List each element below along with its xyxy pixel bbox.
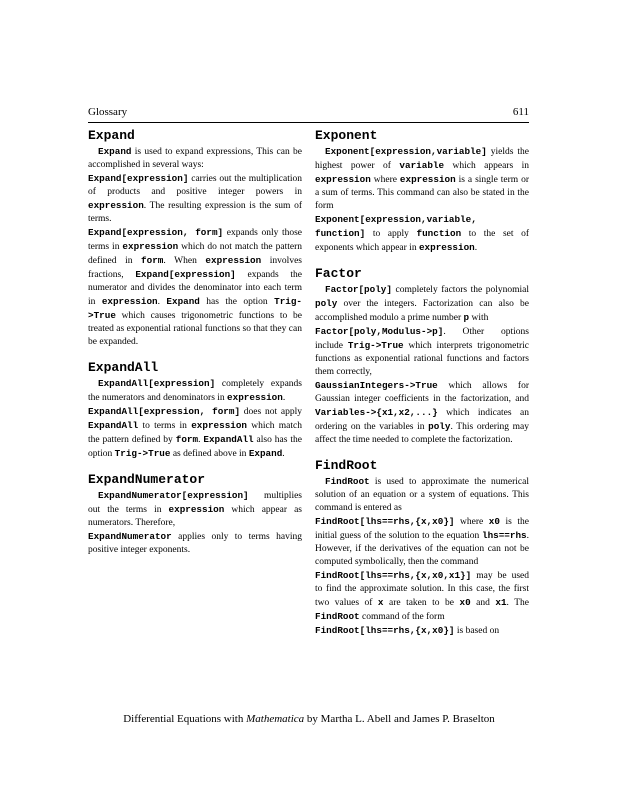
body-text: . bbox=[157, 297, 167, 307]
code-term: Expand[expression, form] bbox=[88, 227, 224, 238]
body-text: carries out the multiplication of products and positive integer powers in bbox=[88, 174, 302, 197]
glossary-entry-expand bbox=[88, 128, 302, 349]
body-text: which interprets trigonometric functions as exponential rational functions and factors them correctly, bbox=[315, 341, 529, 377]
body-text: command of the form bbox=[359, 612, 445, 622]
code-term: expression bbox=[315, 174, 371, 185]
code-term: FindRoot[lhs==rhs,{x,x0}] bbox=[315, 625, 455, 636]
code-term: x0 bbox=[459, 597, 471, 608]
code-term: ExpandAll bbox=[88, 420, 139, 431]
body-text: as defined above in bbox=[170, 449, 249, 459]
entry-title: ExpandNumerator bbox=[88, 472, 206, 487]
body-text: . Other options include bbox=[315, 327, 529, 351]
entry-paragraph bbox=[88, 226, 302, 349]
entry-paragraph bbox=[315, 283, 529, 325]
code-term: Expand[expression] bbox=[135, 269, 236, 280]
body-text: involves fractions, bbox=[88, 256, 302, 280]
entry-title: Factor bbox=[315, 266, 362, 281]
code-term: Exponent[expression,variable] bbox=[325, 146, 487, 157]
glossary-entry-findroot bbox=[315, 458, 529, 638]
page-number: 611 bbox=[512, 106, 529, 118]
body-text: . The bbox=[506, 598, 529, 608]
body-text: expands the numerator and divides the denominator into each term in bbox=[88, 270, 302, 307]
code-term: expression bbox=[191, 420, 248, 431]
code-term: poly bbox=[428, 421, 451, 432]
code-term: p bbox=[463, 312, 470, 323]
glossary-entry-expandnumerator bbox=[88, 472, 302, 557]
body-text: with bbox=[469, 313, 489, 323]
footer-italic: Mathematica bbox=[246, 713, 305, 725]
code-term: x1 bbox=[495, 597, 507, 608]
running-header bbox=[88, 106, 529, 118]
code-term: expression bbox=[399, 174, 456, 185]
entry-paragraph bbox=[88, 405, 302, 461]
body-text: completely factors the polynomial bbox=[391, 285, 529, 295]
body-text: has the option bbox=[199, 297, 275, 307]
body-text: may be used to find the approximate solution. In this case, the first two values of bbox=[315, 571, 529, 608]
entry-paragraph bbox=[315, 624, 529, 638]
code-term: FindRoot bbox=[315, 611, 360, 622]
body-text: is the initial guess of the solution to the equation bbox=[315, 517, 529, 541]
glossary-entry-exponent bbox=[315, 128, 529, 255]
code-term: variable bbox=[399, 160, 445, 171]
body-text: over the integers. Factorization can also be accomplished modulo a prime number bbox=[315, 299, 529, 323]
body-text: does not apply bbox=[240, 407, 302, 417]
body-text: and bbox=[470, 598, 496, 608]
running-footer bbox=[0, 713, 618, 725]
code-term: Trig->True bbox=[114, 448, 171, 459]
code-term: Variables->{x1,x2,...} bbox=[315, 407, 438, 418]
code-term: ExpandNumerator bbox=[88, 531, 172, 542]
code-term: Expand[expression] bbox=[88, 173, 189, 184]
code-term: form bbox=[175, 434, 199, 445]
code-term: FindRoot bbox=[325, 476, 370, 487]
code-term: ExpandAll bbox=[203, 434, 254, 445]
body-text: expands only those terms in bbox=[88, 228, 302, 252]
body-text: is used to expand expressions, This can be accomplished in several ways: bbox=[88, 147, 302, 170]
code-term: Trig->True bbox=[347, 340, 404, 351]
code-term: x0 bbox=[488, 516, 500, 527]
entry-title: Exponent bbox=[315, 128, 378, 143]
body-text: also has the option bbox=[88, 435, 303, 459]
body-text: where bbox=[454, 517, 489, 527]
entry-paragraph bbox=[315, 475, 529, 515]
body-text: completely expands the numerators and denominators in bbox=[88, 379, 302, 403]
code-term: function bbox=[416, 228, 462, 239]
code-term: expression bbox=[122, 241, 179, 252]
body-text: which do not match the pattern defined in bbox=[88, 242, 302, 266]
glossary-entry-factor bbox=[315, 266, 529, 447]
entry-paragraph bbox=[315, 325, 529, 379]
code-term: FindRoot[lhs==rhs,{x,x0,x1}] bbox=[315, 570, 472, 581]
body-text: which match the pattern defined by bbox=[88, 421, 302, 445]
body-text: . This ordering may affect the time needed to complete the factorization. bbox=[315, 422, 529, 445]
body-text: . bbox=[474, 243, 478, 253]
body-text: is a single term or a sum of terms. This command can also be stated in the form bbox=[315, 175, 529, 211]
body-text: is based on bbox=[454, 626, 500, 636]
body-text: multiplies out the terms in bbox=[88, 491, 302, 515]
code-term: Expand bbox=[248, 448, 283, 459]
entry-paragraph bbox=[88, 377, 302, 405]
code-term: ExpandAll[expression] bbox=[98, 378, 216, 389]
body-text: . The resulting expression is the sum of terms. bbox=[88, 201, 302, 224]
code-term: expression bbox=[168, 504, 225, 515]
code-term: expression bbox=[227, 392, 283, 403]
body-text: to the set of exponents which appear in bbox=[315, 229, 530, 253]
footer-pre: Differential Equations with bbox=[123, 713, 247, 725]
left-column bbox=[88, 128, 302, 568]
body-text: which appears in bbox=[444, 161, 529, 171]
header-section: Glossary bbox=[88, 106, 128, 118]
code-term: ExpandAll[expression, form] bbox=[88, 406, 241, 417]
entry-paragraph bbox=[315, 515, 529, 569]
entry-paragraph bbox=[315, 145, 529, 213]
body-text: is used to approximate the numerical solution of an equation or a system of equations. This command is entered as bbox=[315, 477, 529, 513]
entry-title: ExpandAll bbox=[88, 360, 159, 375]
body-text: . bbox=[282, 393, 286, 403]
entry-title: FindRoot bbox=[315, 458, 378, 473]
entry-paragraph bbox=[88, 172, 302, 226]
entry-paragraph bbox=[88, 530, 302, 557]
entry-title: Expand bbox=[88, 128, 135, 143]
body-text: which indicates an ordering on the variables in bbox=[315, 408, 529, 432]
code-term: lhs==rhs bbox=[481, 530, 527, 541]
body-text: . bbox=[198, 435, 204, 445]
body-text: to apply bbox=[365, 229, 417, 239]
code-term: FindRoot[lhs==rhs,{x,x0}] bbox=[315, 516, 455, 527]
entry-paragraph bbox=[315, 379, 529, 447]
entry-paragraph bbox=[315, 569, 529, 624]
code-term: Expand bbox=[166, 296, 200, 307]
code-term: Exponent[expression,variable, function] bbox=[315, 214, 477, 239]
glossary-entry-expandall bbox=[88, 360, 302, 461]
code-term: expression bbox=[88, 200, 144, 211]
body-text: applies only to terms having positive integer exponents. bbox=[88, 532, 302, 555]
entry-paragraph bbox=[315, 213, 529, 255]
right-column bbox=[315, 128, 529, 649]
code-term: poly bbox=[315, 298, 338, 309]
entry-paragraph bbox=[88, 489, 302, 530]
code-term: Trig->True bbox=[88, 296, 303, 321]
body-text: to terms in bbox=[138, 421, 192, 431]
body-text: where bbox=[370, 175, 400, 185]
body-text: . bbox=[282, 449, 285, 459]
code-term: expression bbox=[418, 242, 475, 253]
body-text: which allows for Gaussian integer coefficients in the factorization, and bbox=[315, 381, 529, 404]
body-text: . When bbox=[163, 256, 206, 266]
code-term: expression bbox=[101, 296, 158, 307]
body-text: are taken to be bbox=[383, 598, 460, 608]
body-text: . However, if the derivatives of the equation can not be computed symbolically, then the command bbox=[315, 531, 529, 567]
code-term: GaussianIntegers->True bbox=[315, 380, 438, 391]
code-term: ExpandNumerator[expression] bbox=[98, 490, 249, 501]
code-term: expression bbox=[205, 255, 262, 266]
code-term: Factor[poly] bbox=[325, 284, 392, 295]
footer-post: by Martha L. Abell and James P. Braselton bbox=[304, 713, 495, 725]
code-term: form bbox=[141, 255, 164, 266]
body-text: yields the highest power of bbox=[315, 147, 529, 171]
body-text: which causes trigonometric functions to be treated as exponential rational functions so that they can be expanded. bbox=[88, 311, 302, 347]
entry-paragraph bbox=[88, 145, 302, 172]
code-term: x bbox=[377, 597, 384, 608]
code-term: Factor[poly,Modulus->p] bbox=[315, 326, 444, 337]
code-term: Expand bbox=[98, 146, 132, 157]
body-text: which appear as numerators. Therefore, bbox=[88, 505, 302, 528]
header-rule bbox=[88, 122, 529, 123]
